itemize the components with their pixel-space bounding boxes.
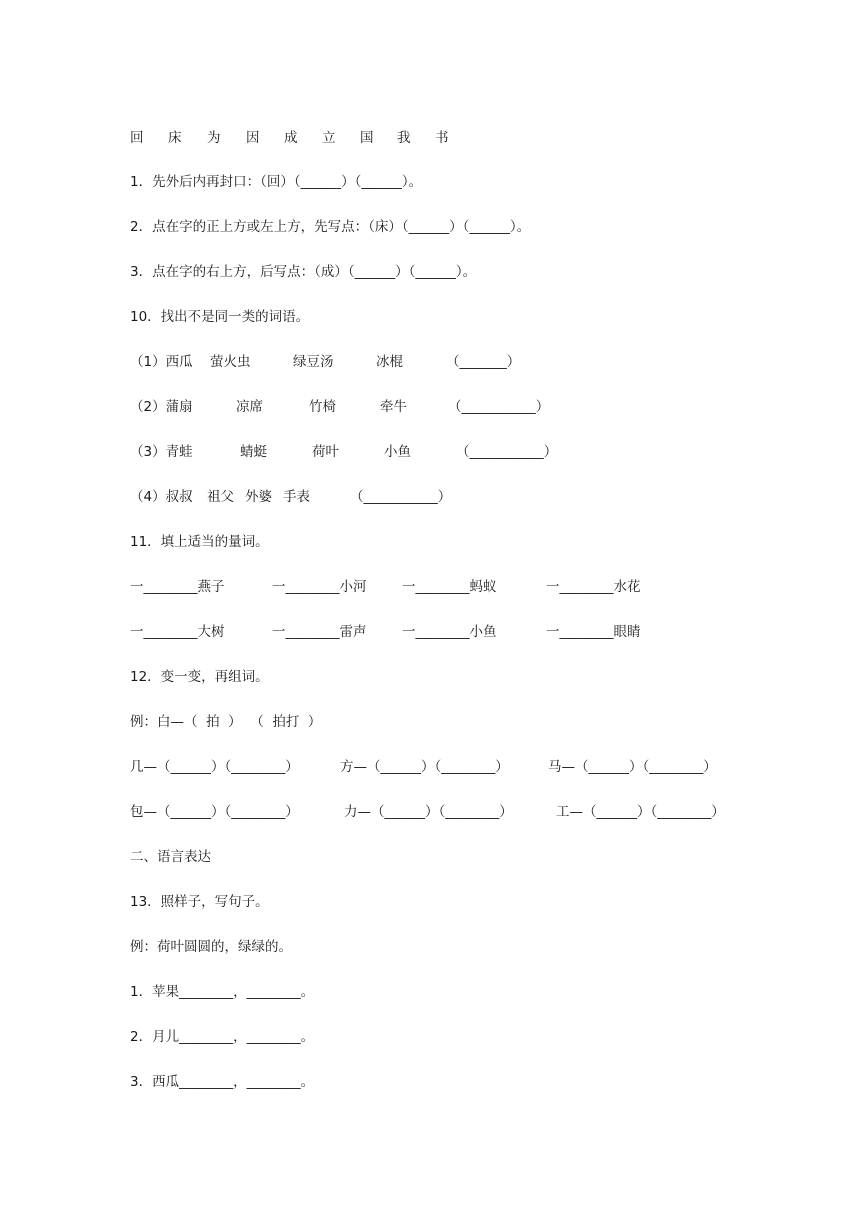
- rule-1: 1．先外后内再封口：（回）（______）（______）。: [130, 174, 423, 190]
- q13-title: 13．照样子，写句子。: [130, 894, 269, 910]
- q12-cell: 马—（______）（________）: [548, 759, 717, 775]
- q10-item-1-d: 冰棍: [376, 354, 403, 370]
- q13-example: 例：荷叶圆圆的，绿绿的。: [130, 939, 292, 955]
- q10-item-3-a: （3）青蛙: [130, 444, 193, 460]
- q10-item-1-c: 绿豆汤: [293, 354, 334, 370]
- q10-item-4-d: 手表: [283, 489, 310, 505]
- q13-item-2: 2．月儿________，________。: [130, 1029, 315, 1045]
- q10-item-3-blank: （___________）: [456, 444, 558, 460]
- q12-cell: 工—（______）（________）: [556, 804, 725, 820]
- q10-item-3-d: 小鱼: [384, 444, 411, 460]
- q10-item-2-c: 竹椅: [309, 399, 336, 415]
- q12-cell: 包—（______）（________）: [130, 804, 299, 820]
- char-7: 国: [360, 130, 374, 146]
- q12-cell: 力—（______）（________）: [344, 804, 513, 820]
- q10-item-4-blank: （___________）: [350, 489, 452, 505]
- q11-cell: 一________小鱼: [402, 624, 497, 640]
- q11-cell: 一________燕子: [130, 579, 225, 595]
- q10-item-2-d: 牵牛: [380, 399, 407, 415]
- rule-2: 2．点在字的正上方或左上方，先写点：（床）（______）（______）。: [130, 219, 531, 235]
- q10-item-1-blank: （_______）: [446, 354, 521, 370]
- q10-item-4-b: 祖父: [207, 489, 234, 505]
- q10-item-2-a: （2）蒲扇: [130, 399, 193, 415]
- q12-title: 12．变一变，再组词。: [130, 669, 269, 685]
- q10-item-2-blank: （___________）: [448, 399, 550, 415]
- q11-cell: 一________大树: [130, 624, 225, 640]
- q13-item-3: 3．西瓜________，________。: [130, 1074, 315, 1090]
- q11-cell: 一________水花: [546, 579, 641, 595]
- rule-3: 3．点在字的右上方，后写点：（成）（______）（______）。: [130, 264, 477, 280]
- q12-cell: 几—（______）（________）: [130, 759, 299, 775]
- q11-cell: 一________小河: [272, 579, 367, 595]
- q10-item-1-a: （1）西瓜: [130, 354, 193, 370]
- char-5: 成: [284, 130, 298, 146]
- q12-cell: 方—（______）（________）: [340, 759, 509, 775]
- q10-title: 10．找出不是同一类的词语。: [130, 309, 310, 325]
- q10-item-4-a: （4）叔叔: [130, 489, 193, 505]
- char-3: 为: [207, 130, 221, 146]
- char-6: 立: [322, 130, 336, 146]
- q11-cell: 一________蚂蚁: [402, 579, 497, 595]
- char-8: 我: [397, 130, 411, 146]
- char-1: 回: [130, 130, 144, 146]
- q10-item-3-c: 荷叶: [312, 444, 339, 460]
- q11-cell: 一________雷声: [272, 624, 367, 640]
- char-9: 书: [435, 130, 449, 146]
- q11-title: 11．填上适当的量词。: [130, 534, 269, 550]
- q13-item-1: 1．苹果________，________。: [130, 984, 315, 1000]
- q10-item-2-b: 凉席: [236, 399, 263, 415]
- char-4: 因: [246, 130, 260, 146]
- section-heading: 二、语言表达: [130, 849, 211, 865]
- q12-example: 例：白—（ 拍 ） （ 拍打 ）: [130, 714, 322, 730]
- char-2: 床: [168, 130, 182, 146]
- q10-item-1-b: 萤火虫: [210, 354, 251, 370]
- q10-item-4-c: 外婆: [245, 489, 272, 505]
- q11-cell: 一________眼睛: [546, 624, 641, 640]
- q10-item-3-b: 蜻蜓: [240, 444, 267, 460]
